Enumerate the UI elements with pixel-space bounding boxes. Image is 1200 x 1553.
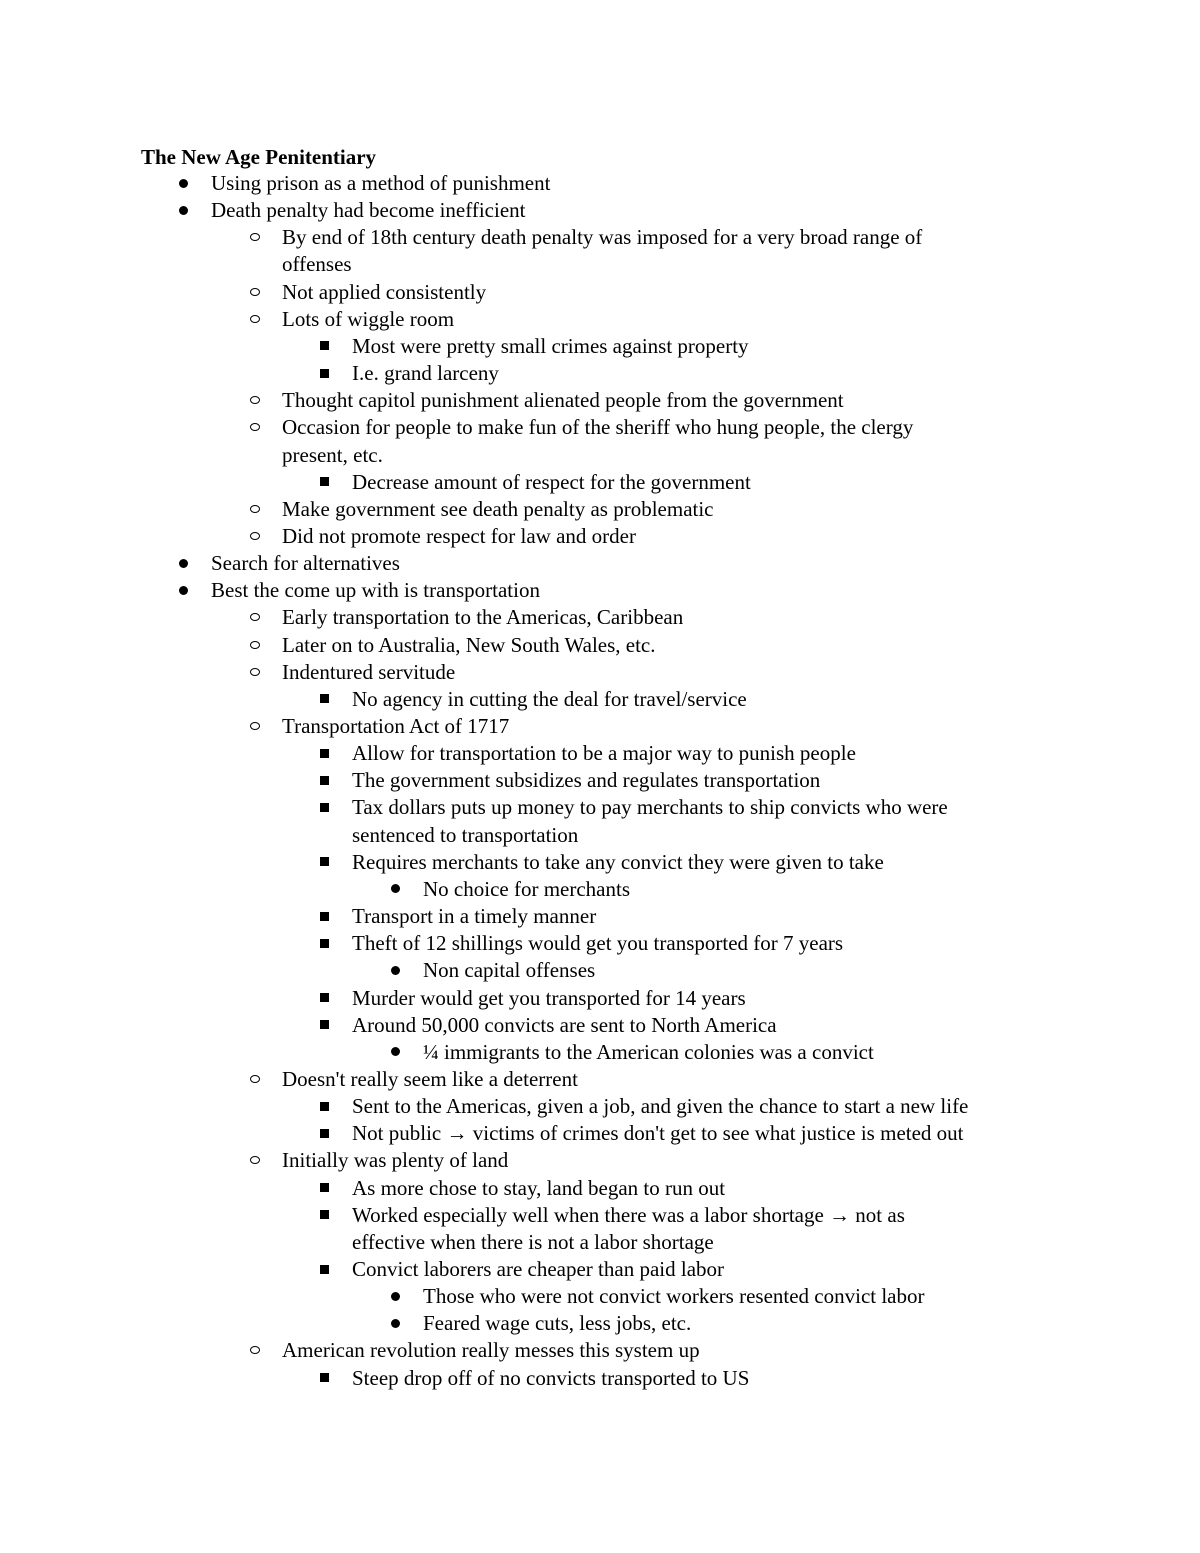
list-item-text: Requires merchants to take any convict they were given to take bbox=[352, 849, 884, 874]
bullet-circle-icon bbox=[250, 288, 260, 296]
list-item-text: Steep drop off of no convicts transported to US bbox=[352, 1365, 750, 1390]
bullet-disc-icon bbox=[179, 559, 188, 568]
list-item-text: Doesn't really seem like a deterrent bbox=[282, 1066, 578, 1091]
bullet-circle-icon bbox=[250, 1156, 260, 1164]
list-item-text: sentenced to transportation bbox=[352, 822, 579, 847]
bullet-square-icon bbox=[320, 857, 329, 866]
list-item-text: Using prison as a method of punishment bbox=[211, 171, 551, 195]
list-item-text: Feared wage cuts, less jobs, etc. bbox=[423, 1311, 692, 1336]
list-item-text: present, etc. bbox=[282, 442, 383, 467]
list-item-text: Best the come up with is transportation bbox=[211, 578, 540, 603]
list-item-text: By end of 18th century death penalty was imposed for a very broad range of bbox=[282, 225, 923, 250]
list-item-text: Theft of 12 shillings would get you transported for 7 years bbox=[352, 931, 844, 956]
bullet-square-icon bbox=[320, 939, 329, 948]
list-item-text: Transport in a timely manner bbox=[352, 904, 597, 929]
list-item-text: Those who were not convict workers resented convict labor bbox=[423, 1284, 925, 1309]
bullet-disc-icon bbox=[391, 1047, 400, 1056]
bullet-disc-icon bbox=[391, 884, 400, 893]
list-item-text: Initially was plenty of land bbox=[282, 1148, 509, 1173]
list-item-text: Lots of wiggle room bbox=[282, 306, 455, 331]
list-item-text: Decrease amount of respect for the government bbox=[352, 469, 751, 494]
list-item-text: offenses bbox=[282, 252, 352, 277]
bullet-square-icon bbox=[320, 1265, 329, 1274]
list-item-text: Thought capitol punishment alienated people from the government bbox=[282, 388, 844, 413]
list-item-text: Convict laborers are cheaper than paid labor bbox=[352, 1257, 725, 1281]
bullet-circle-icon bbox=[250, 613, 260, 621]
bullet-square-icon bbox=[320, 803, 329, 812]
bullet-circle-icon bbox=[250, 532, 260, 540]
bullet-disc-icon bbox=[391, 1319, 400, 1328]
list-item-text: Allow for transportation to be a major way to punish people bbox=[352, 741, 856, 766]
list-item-text: effective when there is not a labor shortage bbox=[352, 1229, 714, 1254]
bullet-circle-icon bbox=[250, 722, 260, 730]
page-title: The New Age Penitentiary bbox=[141, 145, 377, 169]
list-item-text: I.e. grand larceny bbox=[352, 361, 499, 386]
bullet-disc-icon bbox=[179, 179, 188, 188]
list-item-text: ¼ immigrants to the American colonies was a convict bbox=[423, 1039, 874, 1064]
list-item-text: As more chose to stay, land began to run out bbox=[352, 1175, 726, 1200]
bullet-square-icon bbox=[320, 1373, 329, 1382]
bullet-disc-icon bbox=[179, 206, 188, 215]
bullet-square-icon bbox=[320, 1020, 329, 1029]
bullet-disc-icon bbox=[391, 1292, 400, 1301]
list-item-text: Indentured servitude bbox=[282, 659, 456, 684]
bullet-circle-icon bbox=[250, 315, 260, 323]
list-item-text: Early transportation to the Americas, Caribbean bbox=[282, 605, 684, 630]
bullet-circle-icon bbox=[250, 396, 260, 404]
list-item-text: Occasion for people to make fun of the sheriff who hung people, the clergy bbox=[282, 415, 914, 440]
list-item-text: Death penalty had become inefficient bbox=[211, 198, 526, 223]
bullet-circle-icon bbox=[250, 1075, 260, 1083]
list-item-text: Most were pretty small crimes against property bbox=[352, 333, 749, 358]
list-item-text: Around 50,000 convicts are sent to North America bbox=[352, 1012, 777, 1037]
bullet-circle-icon bbox=[250, 668, 260, 676]
bullet-square-icon bbox=[320, 776, 329, 785]
bullet-square-icon bbox=[320, 477, 329, 486]
list-item-text: Transportation Act of 1717 bbox=[282, 714, 510, 738]
bullet-circle-icon bbox=[250, 233, 260, 241]
list-item-text: No agency in cutting the deal for travel/service bbox=[352, 686, 747, 711]
bullet-circle-icon bbox=[250, 641, 260, 649]
list-item-text: Make government see death penalty as problematic bbox=[282, 496, 714, 521]
bullet-square-icon bbox=[320, 1183, 329, 1192]
list-item-text: Search for alternatives bbox=[211, 551, 400, 576]
bullet-square-icon bbox=[320, 1102, 329, 1111]
list-item-text: Sent to the Americas, given a job, and given the chance to start a new life bbox=[352, 1094, 969, 1119]
bullet-square-icon bbox=[320, 1129, 329, 1138]
bullet-disc-icon bbox=[391, 966, 400, 975]
bullet-circle-icon bbox=[250, 505, 260, 513]
list-item-text: Non capital offenses bbox=[423, 958, 596, 983]
list-item-text: No choice for merchants bbox=[423, 876, 630, 901]
list-item-text: Worked especially well when there was a labor shortage → not as bbox=[352, 1202, 905, 1227]
list-item-text: Not public → victims of crimes don't get to see what justice is meted out bbox=[352, 1121, 964, 1146]
bullet-square-icon bbox=[320, 694, 329, 703]
bullet-circle-icon bbox=[250, 423, 260, 431]
bullet-square-icon bbox=[320, 912, 329, 921]
list-item-text: Tax dollars puts up money to pay merchants to ship convicts who were bbox=[352, 795, 948, 820]
bullet-square-icon bbox=[320, 369, 329, 378]
list-item-text: Murder would get you transported for 14 years bbox=[352, 985, 746, 1010]
list-item-text: The government subsidizes and regulates transportation bbox=[352, 768, 821, 793]
list-item-text: Later on to Australia, New South Wales, etc. bbox=[282, 632, 656, 657]
list-item-text: American revolution really messes this system up bbox=[282, 1338, 700, 1363]
bullet-disc-icon bbox=[179, 586, 188, 595]
bullet-square-icon bbox=[320, 749, 329, 758]
bullet-circle-icon bbox=[250, 1346, 260, 1354]
list-item-text: Not applied consistently bbox=[282, 279, 487, 304]
bullet-square-icon bbox=[320, 341, 329, 350]
bullet-square-icon bbox=[320, 993, 329, 1002]
bullet-square-icon bbox=[320, 1210, 329, 1219]
list-item-text: Did not promote respect for law and order bbox=[282, 523, 636, 548]
